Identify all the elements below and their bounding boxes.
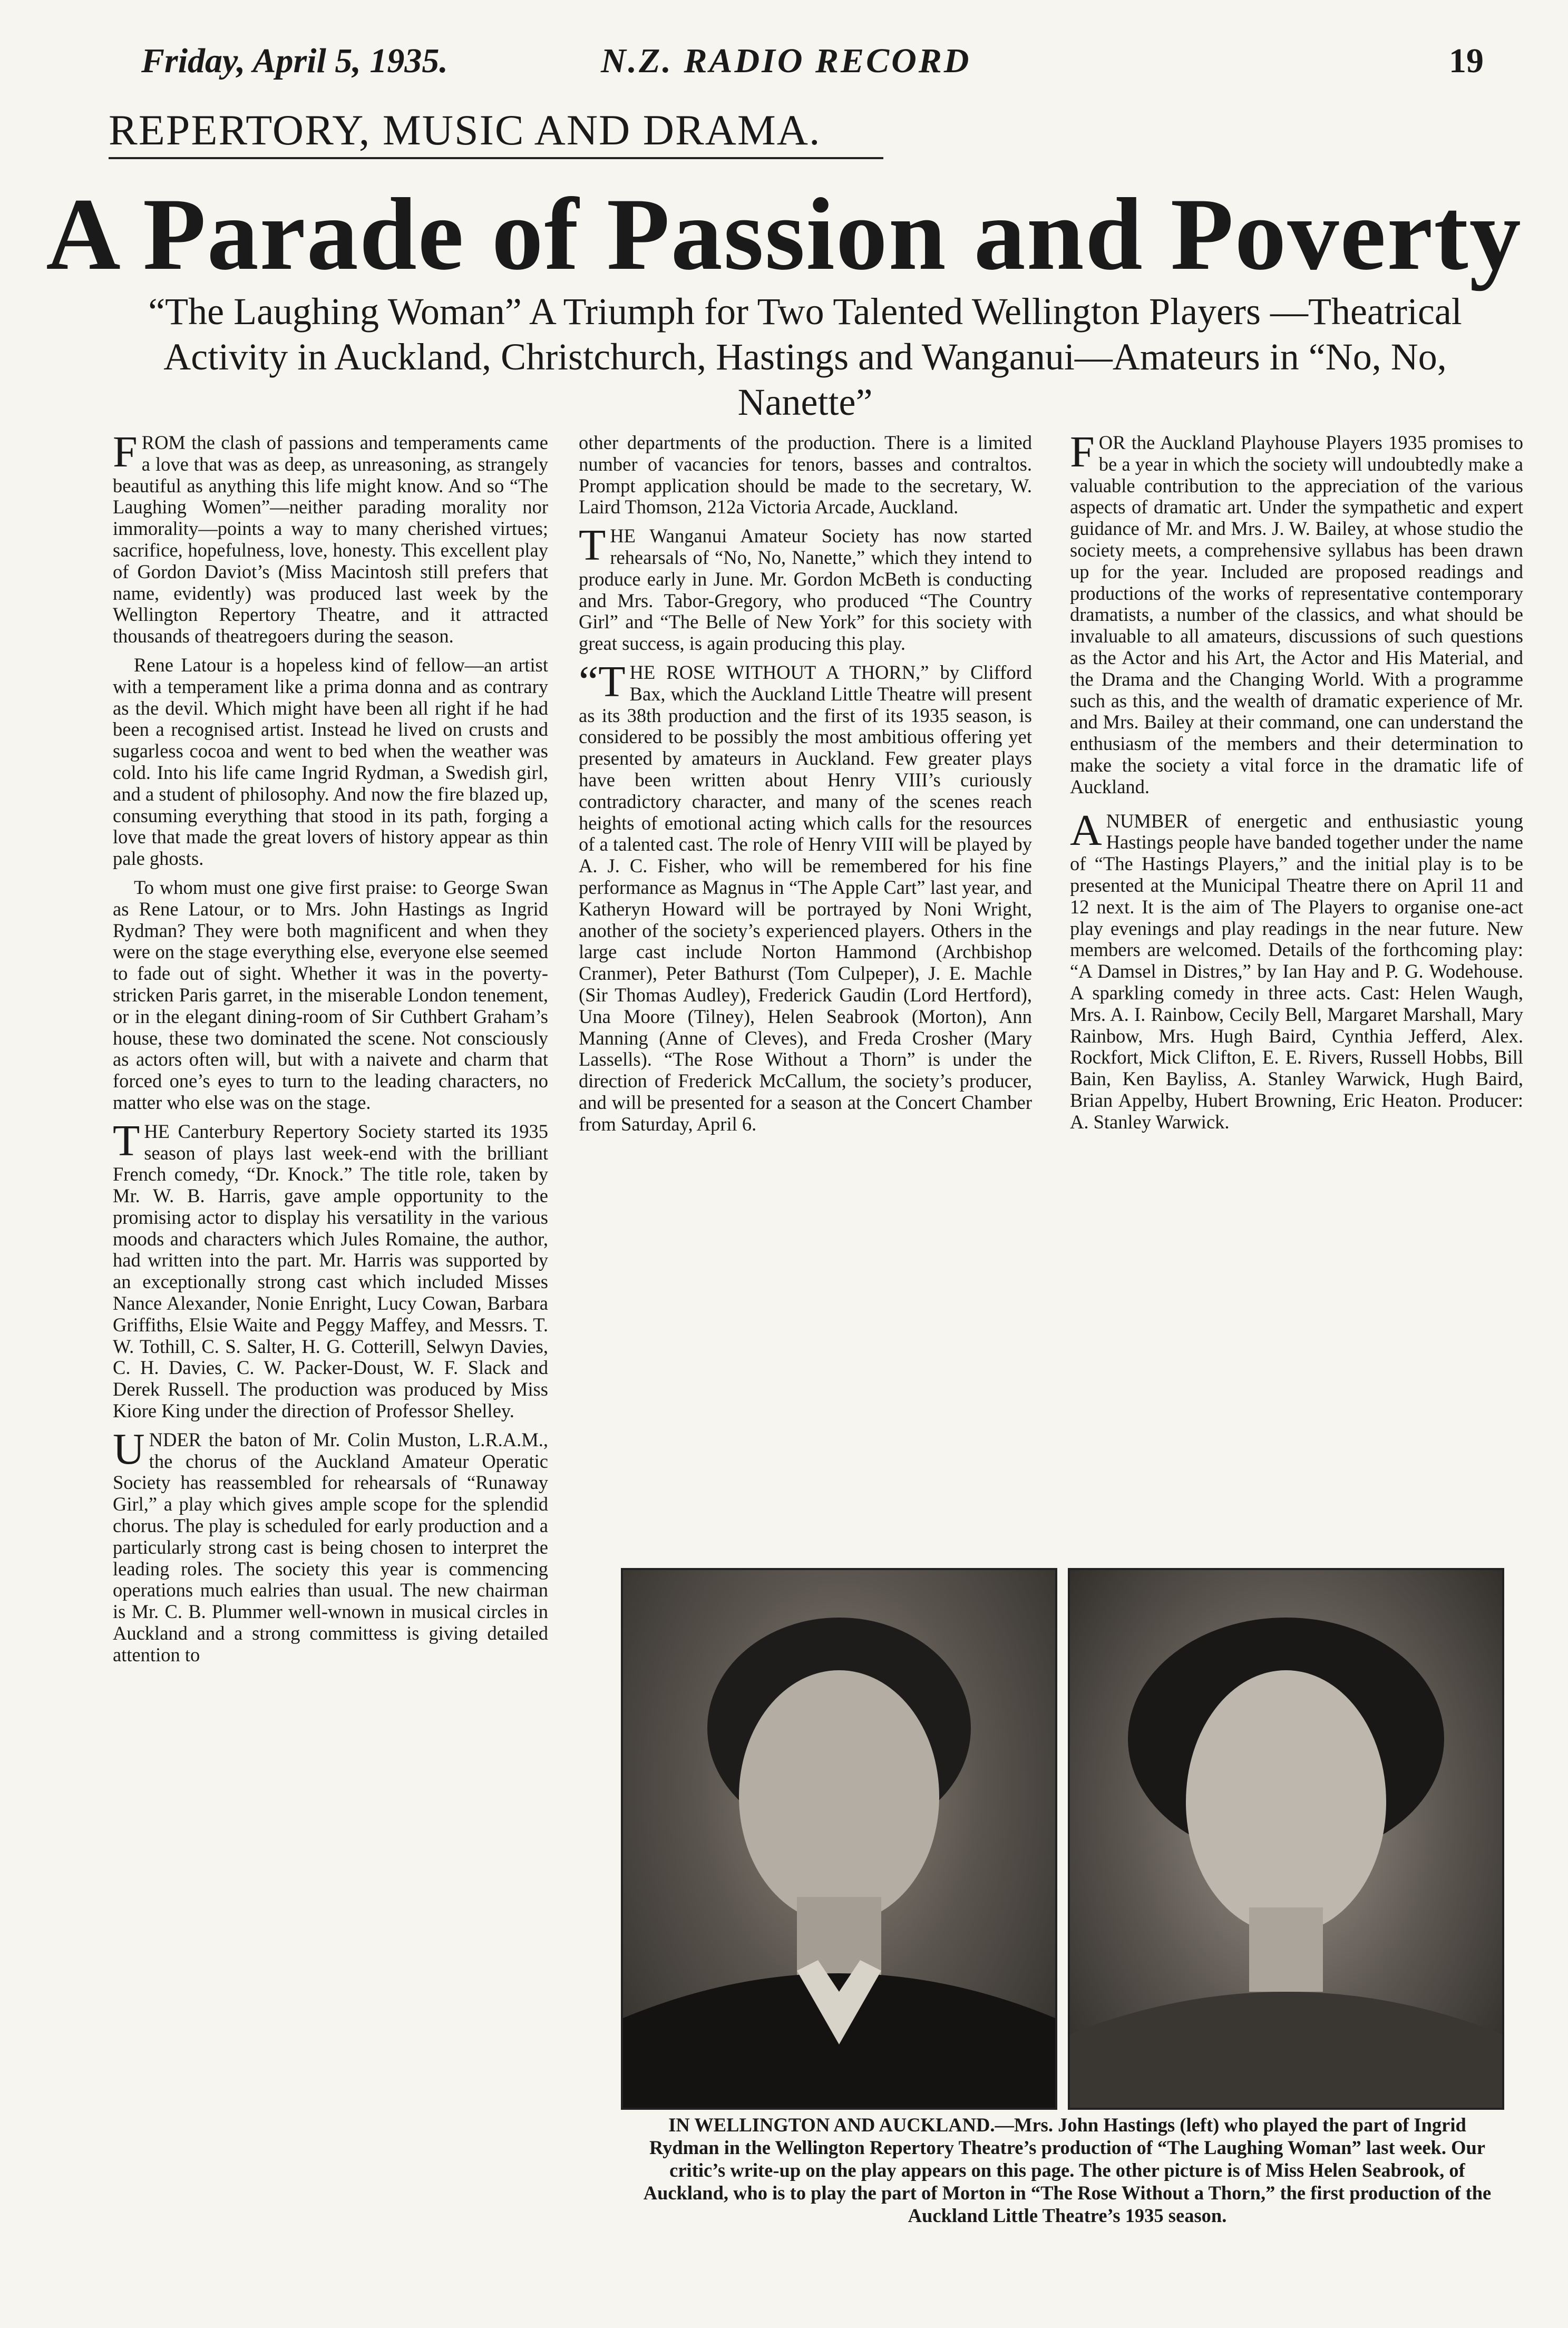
section-rule (109, 157, 883, 159)
paragraph: FOR the Auckland Playhouse Players 1935 promises to be a year in which the society will undoubtedly make a valuable contribution to the appreciation of the various aspects of dramatic art. Under the sympathetic and expert guidance of Mr. and Mrs. J. W. Bailey, at whose studio the society meets, a comprehensive syllabus has been drawn up for the year. Included are proposed readings and productions of the works of representative contemporary dramatists, a number of the classics, and what should be invaluable to all amateurs, discussions of such questions as the Actor and his Art, the Actor and His Material, and the Drama and the Changing World. With a programme such as this, and the wealth of dramatic experience of Mr. and Mrs. Bailey at their command, one can understand the enthusiasm of the members and their determination to make the society a vital force in the dramatic life of Auckland. (1070, 427, 1523, 797)
headline: A Parade of Passion and Poverty (46, 177, 1522, 291)
article-column-3 (1070, 427, 1523, 1146)
article-column-2 (579, 432, 1032, 1143)
portrait-drawing (623, 1570, 1055, 2108)
paragraph: other departments of the production. There is a limited number of vacancies for tenors, basses and contraltos. Prompt application should be made to the secretary, W. Laird Thomson, 212a Victoria Arcade, Auckland. (579, 432, 1032, 518)
paragraph: THE Wanganui Amateur Society has now started rehearsals of “No, No, Nanette,” which they intend to produce early in June. Mr. Gordon McBeth is conducting and Mrs. Tabor-Gregory, who produced “The Country Girl” and “The Belle of New York” for this society with great success, is again producing this play. (579, 521, 1032, 655)
paragraph: THE Canterbury Repertory Society started its 1935 season of plays last week-end with the brilliant French comedy, “Dr. Knock.” The title role, taken by Mr. W. B. Harris, gave ample opportunity to the promising actor to display his versatility in the various moods and characters which Jules Romaine, the author, had written into the part. Mr. Harris was supported by an exceptionally strong cast which included Misses Nance Alexander, Nonie Enright, Lucy Cowan, Barbara Griffiths, Elsie Waite and Peggy Maffey, and Messrs. T. W. Tothill, C. S. Salter, H. G. Cotterill, Selwyn Davies, C. H. Davies, C. W. Packer-Doust, W. F. Slack and Derek Russell. The production was produced by Miss Kiore King under the direction of Professor Shelley. (113, 1116, 548, 1422)
portrait-drawing (1070, 1570, 1502, 2108)
paragraph: FROM the clash of passions and temperaments came a love that was as deep, as unreasoning, as strangely beautiful as anything this life might know. And so “The Laughing Women”—neither parading morality nor immorality—points a way to many cherished virtues; sacrifice, hopefulness, love, honesty. This excellent play of Gordon Daviot’s (Miss Macintosh still prefers that name, evidently) was produced last week by the Wellington Repertory Theatre, and it attracted thousands of theatregoers during the season. (113, 427, 548, 647)
paragraph: “THE ROSE WITHOUT A THORN,” by Clifford Bax, which the Auckland Little Theatre will present as its 38th production and the first of its 1935 season, is considered to be possibly the most ambitious offering yet presented by amateurs in Auckland. Few greater plays have been written about Henry VIII’s curiously contradictory character, and many of the scenes reach heights of emotional acting which calls for the resources of a talented cast. The role of Henry VIII will be played by A. J. C. Fisher, who will be remembered for his fine performance as Magnus in “The Apple Cart” last year, and Katheryn Howard will be portrayed by Noni Wright, another of the society’s experienced players. Others in the large cast include Norton Hammond (Archbishop Cranmer), Peter Bathurst (Tom Culpeper), J. E. Machle (Sir Thomas Audley), Frederick Gaudin (Lord Hertford), Una Moore (Tilney), Helen Seabrook (Morton), Ann Manning (Anne of Cleves), and Freda Crosher (Mary Lassells). “The Rose Without a Thorn” is under the direction of Frederick McCallum, the society’s producer, and will be presented for a season at the Concert Chamber from Saturday, April 6. (579, 657, 1032, 1135)
paragraph: Rene Latour is a hopeless kind of fellow—an artist with a temperament like a prima donna and as contrary as the devil. Which might have been all right if he had been a recognised artist. Instead he lived on crusts and sugarless cocoa and went to bed when the weather was cold. Into his life came Ingrid Rydman, a Swedish girl, and a student of philosophy. And now the fire blazed up, consuming everything that stood in its path, forging a love that made the great lovers of history appear as thin pale ghosts. (113, 654, 548, 870)
portrait-photo-right (1068, 1568, 1504, 2110)
issue-date: Friday, April 5, 1935. (141, 42, 448, 80)
article-column-1 (113, 427, 548, 1673)
paragraph: UNDER the baton of Mr. Colin Muston, L.R.A.M., the chorus of the Auckland Amateur Operatic Society has reassembled for rehearsals of “Runaway Girl,” a play which gives ample scope for the splendid chorus. The play is scheduled for early production and a particularly strong cast is being chosen to interpret the leading roles. The society this year is commencing operations much ealries than usual. The new chairman is Mr. C. B. Plummer well-wnown in musical circles in Auckland and a strong committess is giving detailed attention to (113, 1424, 548, 1665)
publication-name: N.Z. RADIO RECORD (601, 42, 971, 80)
paragraph: ANUMBER of energetic and enthusiastic young Hastings people have banded together under the name of “The Hastings Players,” and the initial play is to be presented at the Municipal Theatre there on April 11 and 12 next. It is the aim of The Players to organise one-act play evenings and play readings in the near future. New members are welcomed. Details of the forthcoming play: “A Damsel in Distres,” by Ian Hay and P. G. Wodehouse. A sparkling comedy in three acts. Cast: Helen Waugh, Mrs. A. I. Rainbow, Cecily Bell, Margaret Marshall, Mary Rainbow, Mrs. Hugh Baird, Cynthia Jefferd, Alex. Rockfort, Mick Clifton, E. E. Rivers, Russell Hobbs, Bill Bain, Ken Bayliss, A. Stanley Warwick, Hugh Baird, Brian Appelby, Hubert Browning, Eric Heaton. Producer: A. Stanley Warwick. (1070, 805, 1523, 1133)
subheadline: “The Laughing Woman” A Triumph for Two Talented Wellington Players —Theatrical Activity in Auckland, Christchurch, Hastings and Wanganui—Amateurs in “No, No, Nanette” (148, 290, 1462, 423)
photo-pair (621, 1568, 1517, 2106)
photo-caption: IN WELLINGTON AND AUCKLAND.—Mrs. John Hastings (left) who played the part of Ingrid Rydman in the Wellington Repertory Theatre’s production of “The Laughing Woman” last week. Our critic’s write-up on the play appears on this page. The other picture is of Miss Helen Seabrook, of Auckland, who is to play the part of Morton in “The Rose Without a Thorn,” the first production of the Auckland Little Theatre’s 1935 season. (643, 2114, 1492, 2226)
paragraph: To whom must one give first praise: to George Swan as Rene Latour, or to Mrs. John Hastings as Ingrid Rydman? They were both magnificent and when they were on the stage everything else, everyone else seemed to fade out of sight. Whether it was in the poverty-stricken Paris garret, in the miserable London tenement, or in the elegant dining-room of Sir Cuthbert Graham’s house, these two dominated the scene. Not consciously as actors often will, but with a naivete and charm that forced one’s eyes to turn to the leading characters, no matter who else was on the stage. (113, 876, 548, 1113)
portrait-photo-left (621, 1568, 1057, 2110)
running-header (0, 41, 1568, 83)
section-title: REPERTORY, MUSIC AND DRAMA. (109, 106, 821, 154)
page-number: 19 (1449, 42, 1484, 80)
